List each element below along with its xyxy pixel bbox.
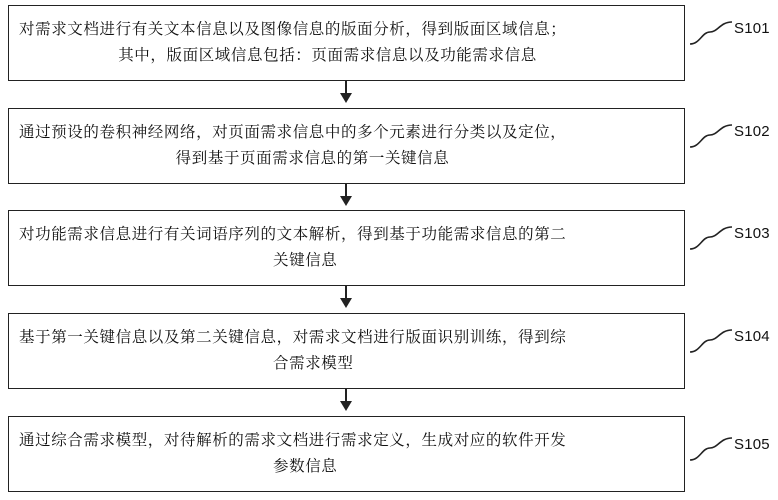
- leader-curve: [688, 430, 736, 470]
- step-tag-s102: [688, 117, 778, 157]
- step-text-s104: [19, 324, 676, 376]
- step-line: 对需求文档进行有关文本信息以及图像信息的版面分析，得到版面区域信息；: [19, 20, 567, 38]
- step-tag-s103: [688, 219, 778, 259]
- flow-arrow: [345, 81, 347, 101]
- step-text-s103: [19, 221, 676, 273]
- flow-arrow: [345, 184, 347, 204]
- step-id-label: S101: [734, 20, 770, 37]
- step-id-label: S102: [734, 123, 770, 140]
- leader-curve: [688, 14, 736, 54]
- step-id-label: S105: [734, 436, 770, 453]
- step-text-s101: [19, 16, 676, 68]
- leader-curve: [688, 117, 736, 157]
- step-tag-s105: [688, 430, 778, 470]
- step-box-s102: [8, 108, 685, 184]
- step-line: 通过预设的卷积神经网络，对页面需求信息中的多个元素进行分类以及定位，: [19, 123, 567, 141]
- step-tag-s104: [688, 322, 778, 362]
- leader-curve: [688, 219, 736, 259]
- step-tag-s101: [688, 14, 778, 54]
- step-line: 其中，版面区域信息包括：页面需求信息以及功能需求信息: [118, 46, 537, 64]
- step-box-s104: [8, 313, 685, 389]
- step-line: 对功能需求信息进行有关词语序列的文本解析，得到基于功能需求信息的第二: [19, 225, 567, 243]
- step-line: 得到基于页面需求信息的第一关键信息: [175, 149, 450, 167]
- step-line: 关键信息: [273, 251, 338, 269]
- step-line: 通过综合需求模型，对待解析的需求文档进行需求定义，生成对应的软件开发: [19, 431, 567, 449]
- step-box-s103: [8, 210, 685, 286]
- step-box-s105: [8, 416, 685, 492]
- step-id-label: S104: [734, 328, 770, 345]
- flow-arrow: [345, 286, 347, 306]
- step-line: 参数信息: [273, 457, 338, 475]
- step-text-s102: [19, 119, 676, 171]
- step-line: 合需求模型: [273, 354, 354, 372]
- step-line: 基于第一关键信息以及第二关键信息，对需求文档进行版面识别训练，得到综: [19, 328, 567, 346]
- step-box-s101: [8, 5, 685, 81]
- flow-arrow: [345, 389, 347, 409]
- leader-curve: [688, 322, 736, 362]
- step-id-label: S103: [734, 225, 770, 242]
- step-text-s105: [19, 427, 676, 479]
